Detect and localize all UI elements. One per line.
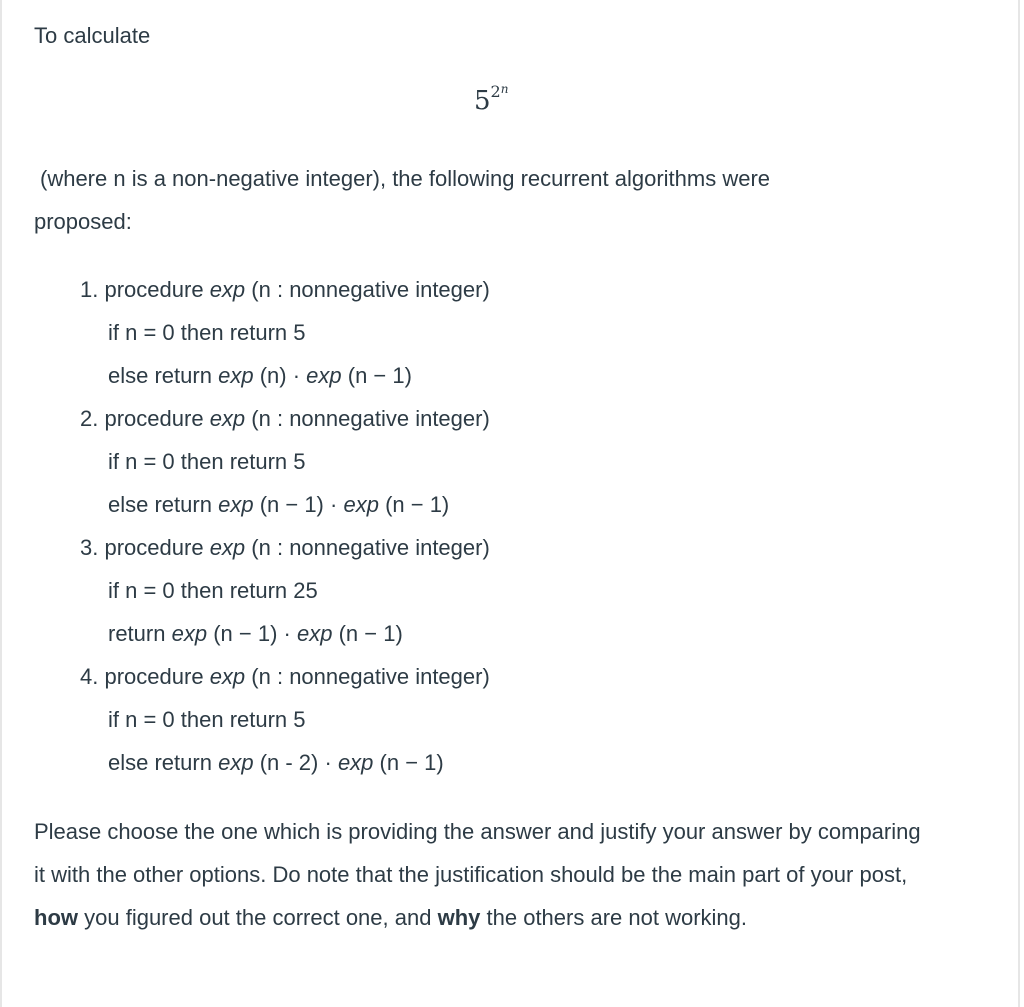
- algorithm-item: [80, 268, 490, 397]
- instructions-bold-why: why: [437, 905, 481, 930]
- description-line-1: (where n is a non-negative integer), the following recurrent algorithms were: [40, 166, 771, 191]
- algorithm-recursive-case: else return exp (n) · exp (n − 1): [108, 363, 412, 388]
- description-line-2: proposed:: [34, 209, 132, 234]
- instructions-part-3: the others are not working.: [486, 905, 747, 930]
- instructions-bold-how: how: [34, 905, 78, 930]
- formula-exponent-power: n: [500, 82, 509, 96]
- algorithm-header: 4. procedure exp (n : nonnegative integer): [80, 664, 490, 689]
- algorithm-item: [80, 397, 490, 526]
- algorithm-list: [80, 268, 490, 784]
- algorithm-recursive-case: else return exp (n − 1) · exp (n − 1): [108, 492, 450, 517]
- instructions-part-2: you figured out the correct one, and: [84, 905, 432, 930]
- intro-text: To calculate: [34, 23, 151, 48]
- instructions-paragraph: [34, 810, 934, 939]
- instructions-part-1: Please choose the one which is providing the answer and justify your answer by comparing it with the other options. Do note that the justification should be the main part of your post,: [34, 819, 921, 887]
- algorithm-header: 3. procedure exp (n : nonnegative integer): [80, 535, 490, 560]
- algorithm-recursive-case: return exp (n − 1) · exp (n − 1): [108, 621, 403, 646]
- description-paragraph: [34, 157, 934, 243]
- algorithm-base-case: if n = 0 then return 5: [108, 707, 306, 732]
- algorithm-base-case: if n = 0 then return 5: [108, 449, 306, 474]
- algorithm-item: [80, 526, 490, 655]
- formula-base: 5: [474, 86, 491, 116]
- algorithm-header: 1. procedure exp (n : nonnegative integer): [80, 277, 490, 302]
- algorithm-recursive-case: else return exp (n - 2) · exp (n − 1): [108, 750, 444, 775]
- formula-exponent-base: 2: [490, 82, 501, 101]
- algorithm-header: 2. procedure exp (n : nonnegative integer): [80, 406, 490, 431]
- algorithm-base-case: if n = 0 then return 25: [108, 578, 318, 603]
- algorithm-base-case: if n = 0 then return 5: [108, 320, 306, 345]
- algorithm-item: [80, 655, 490, 784]
- formula: [474, 82, 509, 120]
- formula-exponent: [491, 82, 509, 101]
